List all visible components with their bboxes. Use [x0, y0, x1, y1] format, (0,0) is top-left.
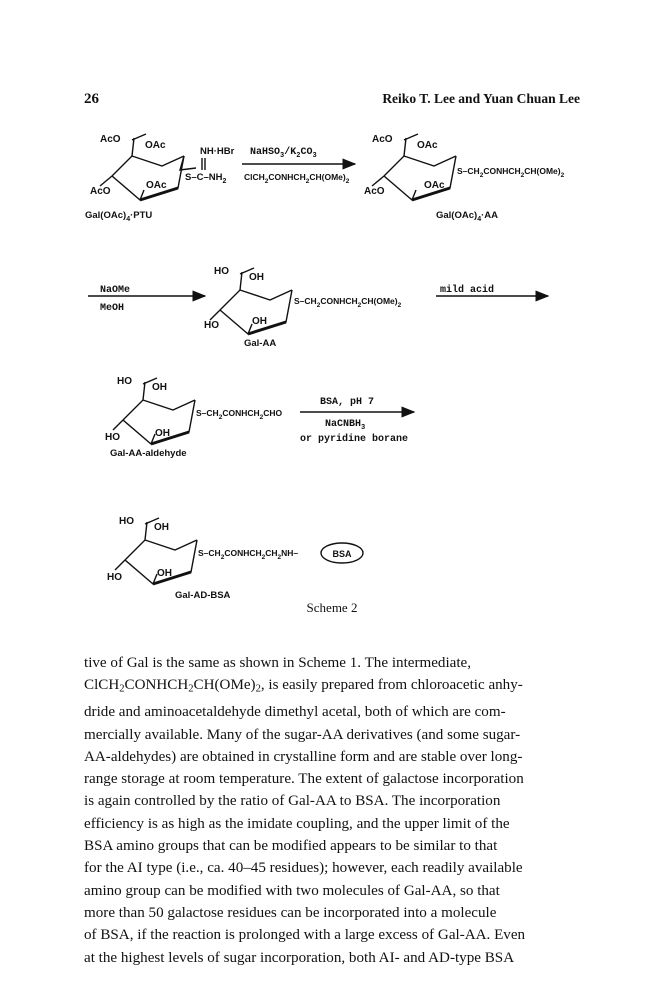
s2-chain-2: CONHCH: [483, 166, 521, 176]
svg-text:S–CH2CONHCH2CHO: [196, 408, 283, 421]
reaction-arrow-4: [300, 397, 414, 445]
body-line: BSA amino groups that can be modified appears to be similar to that: [84, 838, 498, 855]
formula-part: CONHCH: [124, 677, 189, 694]
a1-reagent-bottom-3: CH(OMe): [309, 172, 346, 182]
body-line: range storage at room temperature. The extent of galactose incorporation: [84, 771, 524, 788]
s1-ptu-group: S–C–NH: [185, 172, 223, 183]
s3-chain: S–CH: [294, 296, 317, 306]
body-line: is again controlled by the ratio of Gal-AA to BSA. The incorporation: [84, 793, 501, 810]
s3-name: Gal-AA: [244, 338, 277, 349]
body-line-formula: [84, 674, 581, 701]
structure-gal-aa: [204, 266, 402, 349]
page-number: 26: [84, 91, 99, 107]
body-line: more than 50 galactose residues can be incorporated into a molecule: [84, 904, 497, 921]
s4-name: Gal-AA-aldehyde: [110, 448, 187, 459]
reaction-arrow-1: [242, 146, 355, 185]
s4-chain-sub-2: 2: [259, 414, 264, 421]
svg-text:S–C–NH2: [185, 172, 227, 185]
a1-sub-1: 3: [280, 152, 285, 160]
s4-substituent-1: HO: [117, 376, 132, 387]
body-line: at the highest levels of sugar incorporation, both AI- and AD-type BSA: [84, 949, 515, 966]
reaction-arrow-2: [88, 285, 205, 314]
body-line: mercially available. Many of the sugar-AA derivatives (and some sugar-: [84, 726, 521, 743]
formula-rest: , is easily prepared from chloroacetic anhy-: [260, 677, 523, 694]
s2-chain-sub-2: 2: [520, 172, 525, 179]
a4-reagent-mid: NaCNBH: [325, 419, 362, 430]
svg-text:Gal(OAc)4·PTU: [85, 210, 152, 223]
structure-gal-oac4-aa: [364, 134, 565, 223]
s5-substituent-4: OH: [157, 568, 172, 579]
s1-ptu-top: NH·HBr: [200, 146, 235, 157]
s1-name-suffix: ·PTU: [130, 210, 153, 221]
s2-name: Gal(OAc): [436, 210, 478, 221]
body-line: tive of Gal is the same as shown in Scheme 1. The intermediate,: [84, 655, 472, 671]
a4-reagent-bottom: or pyridine borane: [300, 434, 409, 445]
s4-substituent-4: OH: [155, 428, 170, 439]
s2-chain-3: CH(OMe): [524, 166, 561, 176]
a1-reagent-top-2: /K: [284, 147, 297, 158]
a1-reagent-top-3: CO: [300, 147, 313, 158]
svg-text:S–CH2CONHCH2CH(OMe)2: [294, 296, 402, 309]
s5-protein-label: BSA: [332, 549, 352, 559]
s3-substituent-4: OH: [252, 316, 267, 327]
s2-chain-sub-1: 2: [479, 172, 484, 179]
a2-reagent-top: NaOMe: [100, 285, 131, 296]
s3-chain-sub-3: 2: [397, 302, 402, 309]
s2-substituent-3: AcO: [364, 186, 385, 197]
s4-substituent-2: OH: [152, 382, 167, 393]
a1-reagent-bottom: ClCH: [244, 172, 265, 182]
s2-name-suffix: ·AA: [481, 210, 498, 221]
svg-text:S–CH2CONHCH2CH(OMe)2: [457, 166, 565, 179]
s1-substituent-2: OAc: [145, 140, 166, 151]
s2-substituent-4: OAc: [424, 180, 445, 191]
formula-sub: 2: [255, 683, 261, 695]
s2-substituent-2: OAc: [417, 140, 438, 151]
s3-chain-sub-2: 2: [357, 302, 362, 309]
s5-name: Gal-AD-BSA: [175, 590, 231, 600]
body-paragraph: [84, 652, 581, 969]
s1-substituent-3: AcO: [90, 186, 111, 197]
s5-chain-2: CONHCH: [224, 548, 262, 558]
s2-chain-sub-3: 2: [560, 172, 565, 179]
s5-chain-sub-1: 2: [220, 554, 225, 561]
body-line: of BSA, if the reaction is prolonged with a large excess of Gal-AA. Even: [84, 927, 526, 944]
a1-b-sub-3: 2: [345, 178, 350, 185]
structure-gal-ad-bsa: [107, 516, 363, 600]
running-header-authors: Reiko T. Lee and Yuan Chuan Lee: [382, 91, 580, 106]
svg-text:ClCH2CONHCH2CH(OMe)2: [244, 172, 350, 185]
s1-name-sub: 4: [126, 216, 131, 223]
formula-sub: 2: [188, 683, 194, 695]
s1-substituent-4: OAc: [146, 180, 167, 191]
formula-part: CH(OMe): [193, 677, 256, 694]
s5-substituent-3: HO: [107, 572, 122, 583]
formula-part: ClCH: [84, 677, 120, 694]
structure-gal-aa-aldehyde: [105, 376, 283, 459]
a3-reagent-top: mild acid: [440, 285, 495, 296]
s4-chain: S–CH: [196, 408, 219, 418]
body-line: amino group can be modified with two molecules of Gal-AA, so that: [84, 882, 500, 899]
s5-chain-4: NH–: [281, 548, 299, 558]
s5-chain-sub-3: 2: [277, 554, 282, 561]
a1-reagent-bottom-2: CONHCH: [268, 172, 306, 182]
s2-chain: S–CH: [457, 166, 480, 176]
body-line: dride and aminoacetaldehyde dimethyl acetal, both of which are com-: [84, 704, 506, 721]
s1-substituent-1: AcO: [100, 134, 121, 145]
a1-sub-2: 2: [296, 152, 301, 160]
s1-ptu-sub: 2: [222, 178, 227, 185]
a4-reagent-mid-sub: 3: [361, 424, 366, 432]
s3-chain-sub-1: 2: [316, 302, 321, 309]
s3-substituent-2: OH: [249, 272, 264, 283]
svg-text:Gal(OAc)4·AA: [436, 210, 498, 223]
svg-text:S–CH2CONHCH2CH2NH–: [198, 548, 298, 561]
body-line: AA-aldehydes) are obtained in crystalline form and are stable over long-: [84, 748, 523, 765]
s2-name-sub: 4: [477, 216, 482, 223]
a1-b-sub-1: 2: [264, 178, 269, 185]
s5-chain-sub-2: 2: [261, 554, 266, 561]
s3-chain-2: CONHCH: [320, 296, 358, 306]
a1-sub-3: 3: [312, 152, 317, 160]
svg-text:NaHSO3/K2CO3: [250, 146, 317, 160]
s3-substituent-3: HO: [204, 320, 219, 331]
s5-chain-3: CH: [265, 548, 278, 558]
formula-sub: 2: [119, 683, 125, 695]
s4-chain-3: CHO: [263, 408, 283, 418]
s2-substituent-1: AcO: [372, 134, 393, 145]
scheme-2-figure: [0, 110, 664, 600]
a1-reagent-top: NaHSO: [250, 147, 281, 158]
structure-gal-oac4-ptu: [85, 134, 235, 223]
s1-name: Gal(OAc): [85, 210, 127, 221]
svg-text:NaCNBH3: [325, 419, 365, 432]
s5-substituent-2: OH: [154, 522, 169, 533]
s4-substituent-3: HO: [105, 432, 120, 443]
s5-substituent-1: HO: [119, 516, 134, 527]
reaction-arrow-3: [436, 284, 548, 296]
a2-reagent-bottom: MeOH: [100, 303, 125, 314]
scheme-caption: Scheme 2: [306, 600, 358, 615]
body-line: for the AI type (i.e., ca. 40–45 residues); however, each readily available: [84, 860, 523, 877]
s4-chain-sub-1: 2: [218, 414, 223, 421]
s5-chain: S–CH: [198, 548, 221, 558]
a1-b-sub-2: 2: [305, 178, 310, 185]
s4-chain-2: CONHCH: [222, 408, 260, 418]
s3-substituent-1: HO: [214, 266, 229, 277]
s3-chain-3: CH(OMe): [361, 296, 398, 306]
body-line: efficiency is as high as the imidate coupling, and the upper limit of the: [84, 815, 510, 832]
a4-reagent-top: BSA, pH 7: [320, 397, 375, 408]
